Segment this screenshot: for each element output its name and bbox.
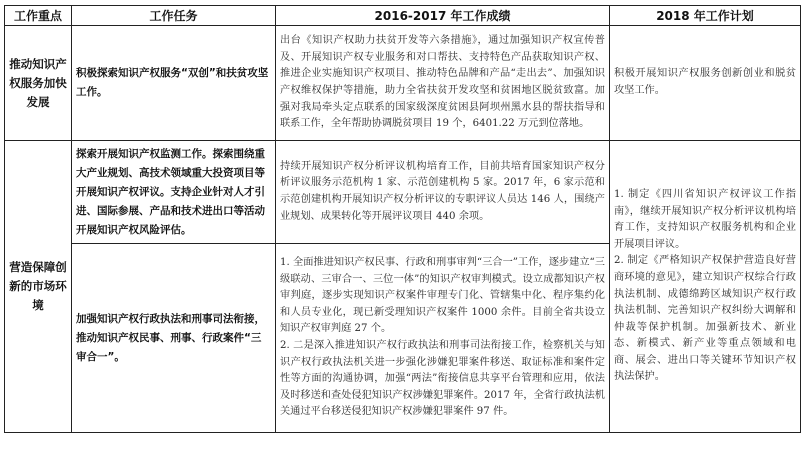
results-cell: 持续开展知识产权分析评议机构培育工作，目前共培育国家知识产权分析评议服务示范机构 1 家、示范创建机构 5 家。2017 年，6 家示范和示范创建机构开展知识产权分析评议的专职评议人员达 146 人，围绕产业规划、成果转化等开展评议项目 440 余项。 [276, 141, 610, 244]
header-task: 工作任务 [72, 6, 276, 26]
results-item-1: 1. 全面推进知识产权民事、行政和刑事审判“三合一”工作，逐步建立“三级联动、三审合一、三位一体”的知识产权审判模式。设立成都知识产权审判庭，逐步实现知识产权案件审理专门化、管辖集中化、程序集约化和人员专业化，现已新受理知识产权案件 1000 余件。目前全省共设立知识产权审判庭 27 个。 [280, 257, 605, 335]
task-cell: 加强知识产权行政执法和刑事司法衔接，推动知识产权民事、刑事、行政案件“三审合一”。 [72, 244, 276, 433]
plan-cell [610, 141, 801, 433]
results-cell [276, 244, 610, 433]
results-cell: 出台《知识产权助力扶贫开发等六条措施》，通过加强知识产权宣传普及、开展知识产权专业服务和对口帮扶、支持特色产品获取知识产权、推进企业实施知识产权项目、推动特色品牌和产品“走出去”、加强知识产权维权保护等措施，助力全省扶贫开发攻坚和贫困地区脱贫致富。加强对我局牵头定点联系的国家级深度贫困县阿坝州黑水县的帮扶指导和联系工作，全年帮助协调脱贫项目 19 个，6401.22 万元到位落地。 [276, 26, 610, 141]
task-cell: 探索开展知识产权监测工作。探索围绕重大产业规划、高技术领域重大投资项目等开展知识产权评议。支持企业针对人才引进、国际参展、产品和技术进出口等活动开展知识产权风险评估。 [72, 141, 276, 244]
header-plan: 2018 年工作计划 [610, 6, 801, 26]
focus-cell: 推动知识产权服务加快发展 [5, 26, 72, 141]
plan-text: 1. 制定《四川省知识产权评议工作指南》，继续开展知识产权分析评议机构培育工作，支持知识产权服务机构和企业开展项目评议。 2. 制定《严格知识产权保护营造良好营商环境的意见》，建立知识产权综合行政执法机制、成德绵跨区域知识产权行政执法机制、完善知识产权纠纷大调解和仲裁等保护机制。加强新技术、新业态、新模式、新产业等重点领域和电商、展会、进出口等关键环节知识产权执法保护。 [614, 188, 796, 383]
table-row [5, 26, 801, 141]
header-results: 2016-2017 年工作成绩 [276, 6, 610, 26]
focus-cell: 营造保障创新的市场环境 [5, 141, 72, 433]
table-row [5, 141, 801, 244]
work-plan-table [4, 5, 801, 433]
results-item-2: 2. 二是深入推进知识产权行政执法和刑事司法衔接工作，检察机关与知识产权行政执法机关进一步强化涉嫌犯罪案件移送、取证标准和案件定性等方面的沟通协调，加强“两法”衔接信息共享平台管理和应用，依法及时移送和查处侵犯知识产权涉嫌犯罪案件。2017 年，全省行政执法机关通过平台移送侵犯知识产权涉嫌犯罪案件 97 件。 [280, 340, 605, 418]
header-row [5, 6, 801, 26]
header-focus: 工作重点 [5, 6, 72, 26]
task-cell: 积极探索知识产权服务“双创”和扶贫攻坚工作。 [72, 26, 276, 141]
plan-cell: 积极开展知识产权服务创新创业和脱贫攻坚工作。 [610, 26, 801, 141]
